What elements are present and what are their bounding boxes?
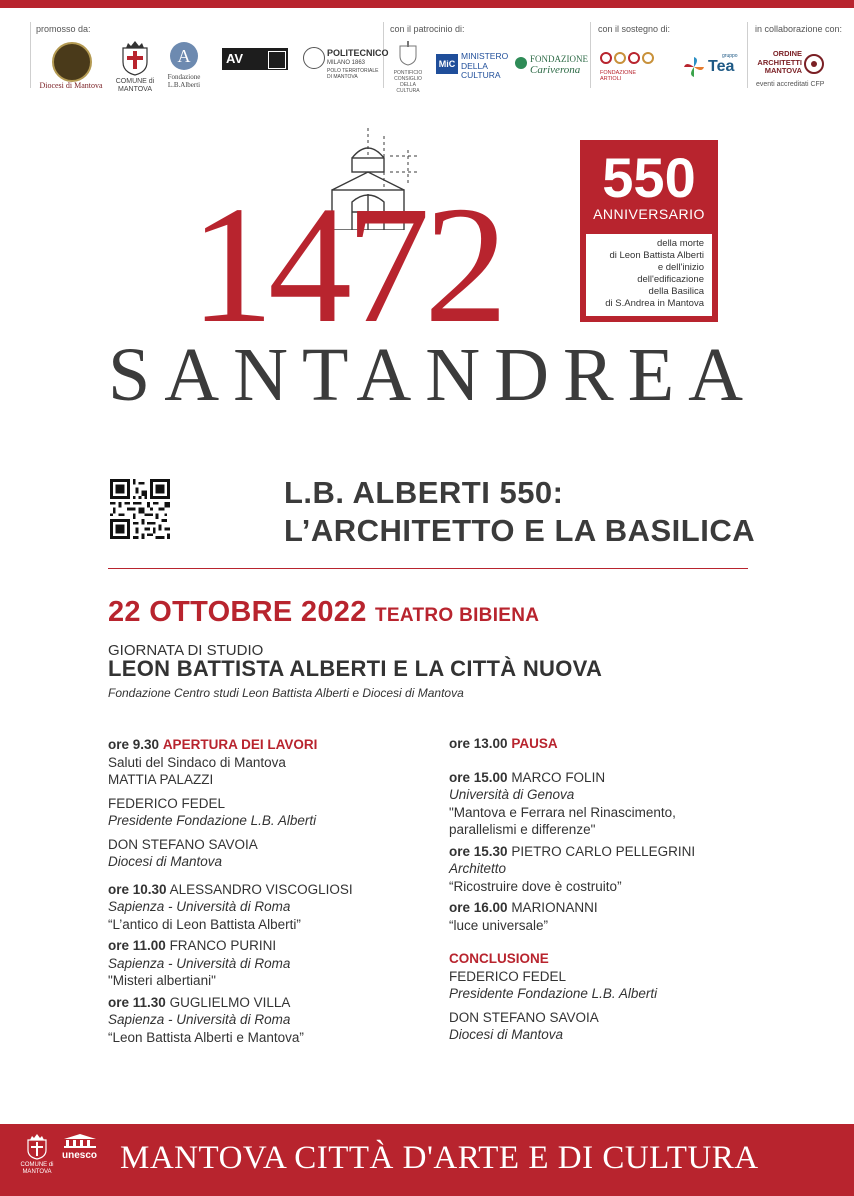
- politecnico-name: POLITECNICO: [327, 48, 389, 58]
- divider: [30, 22, 31, 88]
- session-time: ore 9.30: [108, 737, 160, 752]
- comune-caption: COMUNE di MANTOVA: [115, 78, 155, 93]
- session-time: ore 13.00: [449, 736, 508, 751]
- av-text: AV: [226, 51, 244, 66]
- speaker-role: Diocesi di Mantova: [449, 1027, 564, 1042]
- unesco-temple-icon: [62, 1134, 98, 1148]
- speaker-role: Diocesi di Mantova: [108, 854, 223, 869]
- event-venue: TEATRO BIBIENA: [375, 605, 540, 626]
- santandrea-title: SANTANDREA: [108, 333, 758, 417]
- program-session: [108, 937, 438, 990]
- session-label: PAUSA: [511, 736, 558, 751]
- ministero-name: MINISTERO DELLA CULTURA: [461, 51, 509, 80]
- fondazione-alberti-caption: Fondazione L.B.Alberti: [167, 73, 201, 89]
- program-left: [108, 736, 438, 1050]
- comune-crest-icon: [120, 40, 150, 76]
- speaker-affiliation: Sapienza - Università di Roma: [108, 899, 291, 914]
- anniversary-word: ANNIVERSARIO: [593, 206, 705, 222]
- anniversary-line: della Basilica: [648, 286, 704, 297]
- footer-slogan: MANTOVA CITTÀ D'ARTE E DI CULTURA: [120, 1140, 759, 1176]
- program-right: [449, 735, 749, 1048]
- tea-pinwheel-icon: [683, 56, 705, 78]
- divider: [590, 22, 591, 88]
- program-session: [449, 769, 749, 839]
- speaker-affiliation: Sapienza - Università di Roma: [108, 955, 291, 971]
- politecnico-sub2: POLO TERRITORIALE DI MANTOVA: [327, 68, 379, 80]
- anniversary-number: 550: [602, 146, 696, 209]
- tea-small: gruppo: [722, 53, 738, 59]
- red-divider: [108, 568, 748, 569]
- session-label: CONCLUSIONE: [449, 951, 549, 966]
- anniversary-box: [580, 140, 718, 322]
- divider: [747, 22, 748, 88]
- cariverona-name: Cariverona: [530, 64, 581, 76]
- av-mark-icon: [268, 51, 286, 69]
- pontificio-crest-icon: [397, 40, 419, 66]
- anniversary-line: e dell'inizio: [657, 262, 704, 273]
- year-1472: 1472: [190, 172, 502, 358]
- promosso-label: promosso da:: [36, 24, 91, 34]
- cariverona-fondazione: FONDAZIONE: [530, 54, 588, 64]
- fondazione-alberti-icon: A: [170, 42, 198, 70]
- collaborazione-label: in collaborazione con:: [755, 24, 843, 34]
- speaker-name: PIETRO CARLO PELLEGRINI: [511, 843, 696, 859]
- talk-title: "Mantova e Ferrara nel Rinascimento,: [449, 804, 676, 820]
- program-session: [449, 899, 749, 934]
- diocesi-caption: Diocesi di Mantova: [39, 81, 103, 90]
- ordine-name: ORDINE ARCHITETTI MANTOVA: [757, 49, 802, 75]
- event-date-line: [108, 596, 539, 629]
- tea-name: Tea: [708, 58, 735, 75]
- conference-title-line1: L.B. ALBERTI 550:: [284, 475, 564, 510]
- top-red-band: [0, 0, 854, 8]
- qr-code-icon[interactable]: [110, 479, 170, 539]
- program-session: [449, 950, 749, 1044]
- diocesi-seal-icon: [52, 42, 92, 82]
- program-session: [108, 736, 438, 871]
- mic-logo: MiC: [436, 54, 458, 74]
- program-session: [108, 994, 438, 1047]
- study-title: LEON BATTISTA ALBERTI E LA CITTÀ NUOVA: [108, 656, 603, 681]
- session-time: ore 11.30: [108, 994, 166, 1010]
- program-session: [449, 843, 749, 896]
- speaker-name: MARIONANNI: [511, 900, 598, 915]
- session-time: ore 15.00: [449, 769, 508, 785]
- talk-title: parallelismi e differenze": [449, 822, 596, 837]
- footer-comune-crest-icon: [26, 1134, 48, 1160]
- pontificio-caption: PONTIFICIO CONSIGLIO DELLA CULTURA: [393, 70, 423, 94]
- anniversary-description: [586, 234, 712, 316]
- speaker-role: Presidente Fondazione L.B. Alberti: [449, 986, 658, 1001]
- event-date: 22 OTTOBRE 2022: [108, 596, 367, 628]
- politecnico-sub: MILANO 1863: [327, 60, 366, 66]
- sostegno-label: con il sostegno di:: [598, 24, 671, 34]
- ordine-cfp: eventi accreditati CFP: [756, 81, 825, 88]
- session-time: ore 11.00: [108, 938, 166, 953]
- speaker-affiliation: Università di Genova: [449, 787, 575, 802]
- speaker-name: DON STEFANO SAVOIA: [449, 1009, 599, 1025]
- talk-title: “luce universale”: [449, 917, 549, 933]
- artioli-caption: FONDAZIONE ARTIOLI: [600, 70, 637, 82]
- talk-title: “L’antico di Leon Battista Alberti”: [108, 916, 301, 932]
- session-note: Saluti del Sindaco di Mantova: [108, 754, 286, 770]
- av-logo: [222, 48, 288, 70]
- patrocinio-label: con il patrocinio di:: [390, 24, 465, 34]
- session-time: ore 16.00: [449, 900, 508, 915]
- session-label: APERTURA DEI LAVORI: [162, 737, 318, 752]
- speaker-name: FEDERICO FEDEL: [108, 795, 226, 811]
- speaker-name: MATTIA PALAZZI: [108, 772, 214, 787]
- politecnico-seal-icon: [303, 47, 325, 69]
- program-session: [108, 881, 438, 934]
- session-time: ore 10.30: [108, 881, 167, 897]
- talk-title: “Ricostruire dove è costruito”: [449, 878, 622, 894]
- session-time: ore 15.30: [449, 843, 508, 859]
- conference-title: [284, 474, 755, 550]
- speaker-name: FRANCO PURINI: [169, 938, 277, 953]
- anniversary-line: di S.Andrea in Mantova: [605, 298, 704, 309]
- speaker-affiliation: Sapienza - Università di Roma: [108, 1012, 291, 1027]
- unesco-text: unesco: [62, 1150, 98, 1161]
- study-kicker: GIORNATA DI STUDIO: [108, 642, 264, 659]
- anniversary-line: di Leon Battista Alberti: [609, 250, 704, 261]
- anniversary-line: dell'edificazione: [637, 274, 704, 285]
- talk-title: "Misteri albertiani": [108, 973, 216, 988]
- program-session: [449, 735, 749, 753]
- cariverona-mark-icon: [515, 57, 527, 69]
- speaker-name: FEDERICO FEDEL: [449, 968, 567, 984]
- speaker-name: MARCO FOLIN: [511, 769, 606, 785]
- speaker-name: GUGLIELMO VILLA: [169, 994, 291, 1010]
- speaker-affiliation: Architetto: [449, 861, 507, 876]
- anniversary-line: della morte: [657, 238, 704, 249]
- organizer: Fondazione Centro studi Leon Battista Alberti e Diocesi di Mantova: [108, 686, 464, 700]
- footer-comune-caption: COMUNE di MANTOVA: [20, 1162, 54, 1175]
- ordine-mark-icon: [804, 54, 824, 74]
- speaker-role: Presidente Fondazione L.B. Alberti: [108, 813, 317, 828]
- artioli-pattern-icon: [600, 50, 662, 66]
- speaker-name: ALESSANDRO VISCOGLIOSI: [169, 881, 353, 897]
- conference-title-line2: L’ARCHITETTO E LA BASILICA: [284, 513, 756, 548]
- speaker-name: DON STEFANO SAVOIA: [108, 836, 258, 852]
- talk-title: “Leon Battista Alberti e Mantova”: [108, 1029, 304, 1045]
